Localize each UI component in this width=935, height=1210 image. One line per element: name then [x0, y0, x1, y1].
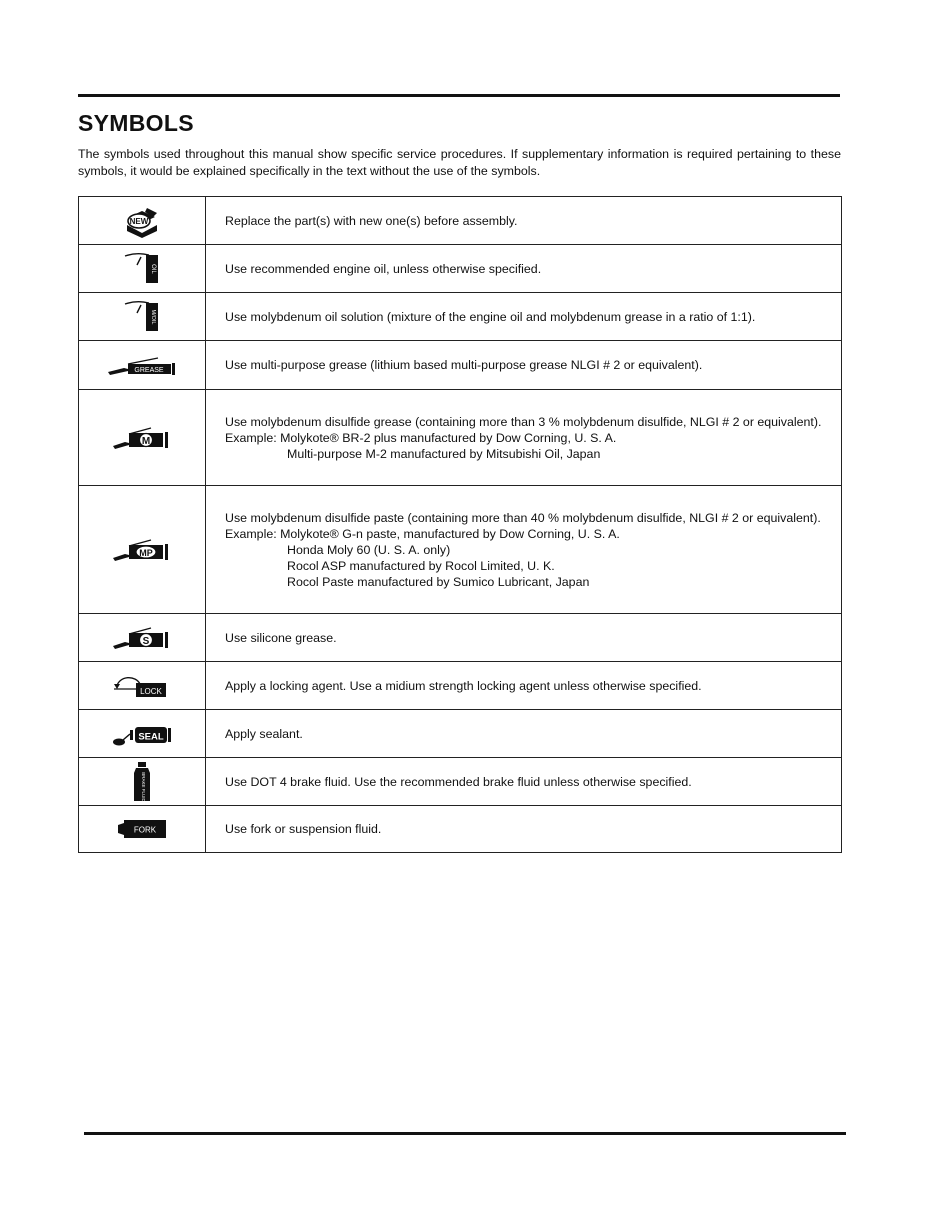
fork-fluid-icon [116, 816, 168, 842]
icon-cell [79, 293, 206, 340]
svg-text:MP: MP [139, 547, 153, 558]
svg-text:BRAKE FLUID: BRAKE FLUID [141, 771, 146, 802]
engine-oil-icon [117, 251, 167, 287]
symbol-description: Use molybdenum disulfide grease (containing more than 3 % molybdenum disulfide, NLGI # 2 or equivalent). [225, 414, 822, 429]
locking-agent-icon [112, 672, 172, 700]
icon-cell [79, 341, 206, 389]
sealant-icon [110, 720, 174, 748]
new-parts-icon [117, 203, 167, 239]
svg-text:M: M [141, 435, 151, 447]
symbols-table [78, 196, 842, 853]
brake-fluid-icon [127, 761, 157, 803]
svg-text:NEW: NEW [129, 216, 149, 226]
icon-cell [79, 614, 206, 661]
molybdenum-grease-icon [111, 424, 173, 452]
icon-cell [79, 710, 206, 757]
svg-text:OIL: OIL [150, 263, 156, 274]
symbol-description: Use molybdenum oil solution (mixture of the engine oil and molybdenum grease in a ratio of 1:1). [225, 309, 756, 324]
icon-cell [79, 806, 206, 852]
symbol-row-moly-oil [78, 292, 842, 340]
symbol-description: Use recommended engine oil, unless otherwise specified. [225, 261, 542, 276]
symbol-row-fork [78, 805, 842, 853]
symbol-description: Replace the part(s) with new one(s) before assembly. [225, 213, 518, 228]
svg-text:SEAL: SEAL [138, 731, 164, 742]
svg-text:LOCK: LOCK [140, 686, 162, 696]
silicone-grease-icon [111, 624, 173, 652]
molybdenum-oil-icon [117, 299, 167, 335]
symbol-description: Use molybdenum disulfide paste (containing more than 40 % molybdenum disulfide, NLGI # 2 or equivalent). [225, 510, 821, 525]
svg-text:S: S [142, 635, 150, 647]
svg-text:FORK: FORK [133, 825, 157, 835]
symbol-description: Use silicone grease. [225, 630, 337, 645]
example-line: Example: Molykote® BR-2 plus manufactured by Dow Corning, U. S. A. [225, 430, 617, 445]
svg-text:GREASE: GREASE [134, 367, 164, 374]
page-title: SYMBOLS [78, 110, 194, 136]
example-line: Honda Moly 60 (U. S. A. only) [287, 542, 451, 557]
example-line: Example: Molykote® G-n paste, manufactured by Dow Corning, U. S. A. [225, 526, 620, 541]
icon-cell [79, 245, 206, 292]
symbol-description: Use multi-purpose grease (lithium based multi-purpose grease NLGI # 2 or equivalent). [225, 358, 703, 372]
icon-cell [79, 197, 206, 244]
icon-cell [79, 390, 206, 485]
symbol-description: Apply sealant. [225, 726, 303, 741]
example-line: Rocol Paste manufactured by Sumico Lubricant, Japan [287, 574, 590, 589]
symbol-row-seal [78, 709, 842, 757]
symbol-row-brake-fluid [78, 757, 842, 805]
symbol-row-oil [78, 244, 842, 292]
symbol-description: Use fork or suspension fluid. [225, 822, 382, 836]
symbol-description-block [206, 486, 841, 613]
example-line: Multi-purpose M-2 manufactured by Mitsubishi Oil, Japan [287, 446, 601, 461]
icon-cell [79, 662, 206, 709]
example-line: Rocol ASP manufactured by Rocol Limited, U. K. [287, 558, 555, 573]
symbol-row-grease [78, 340, 842, 389]
symbol-row-new [78, 196, 842, 244]
bottom-rule [84, 1132, 846, 1135]
symbol-description: Use DOT 4 brake fluid. Use the recommended brake fluid unless otherwise specified. [225, 774, 692, 789]
icon-cell [79, 758, 206, 805]
symbol-description: Apply a locking agent. Use a midium strength locking agent unless otherwise specified. [225, 678, 702, 693]
symbol-row-lock [78, 661, 842, 709]
svg-text:M/OIL: M/OIL [150, 309, 156, 324]
symbol-row-silicone [78, 613, 842, 661]
top-rule [78, 94, 840, 97]
symbol-row-moly-paste [78, 485, 842, 613]
symbol-row-moly-grease [78, 389, 842, 485]
molybdenum-paste-icon [111, 536, 173, 564]
intro-paragraph: The symbols used throughout this manual show specific service procedures. If supplementary information is required pertaining to these symbols, it would be explained specifically in the text without the use of the symbols. [78, 147, 841, 178]
icon-cell [79, 486, 206, 613]
grease-icon [106, 352, 178, 378]
symbol-description-block [206, 390, 841, 485]
